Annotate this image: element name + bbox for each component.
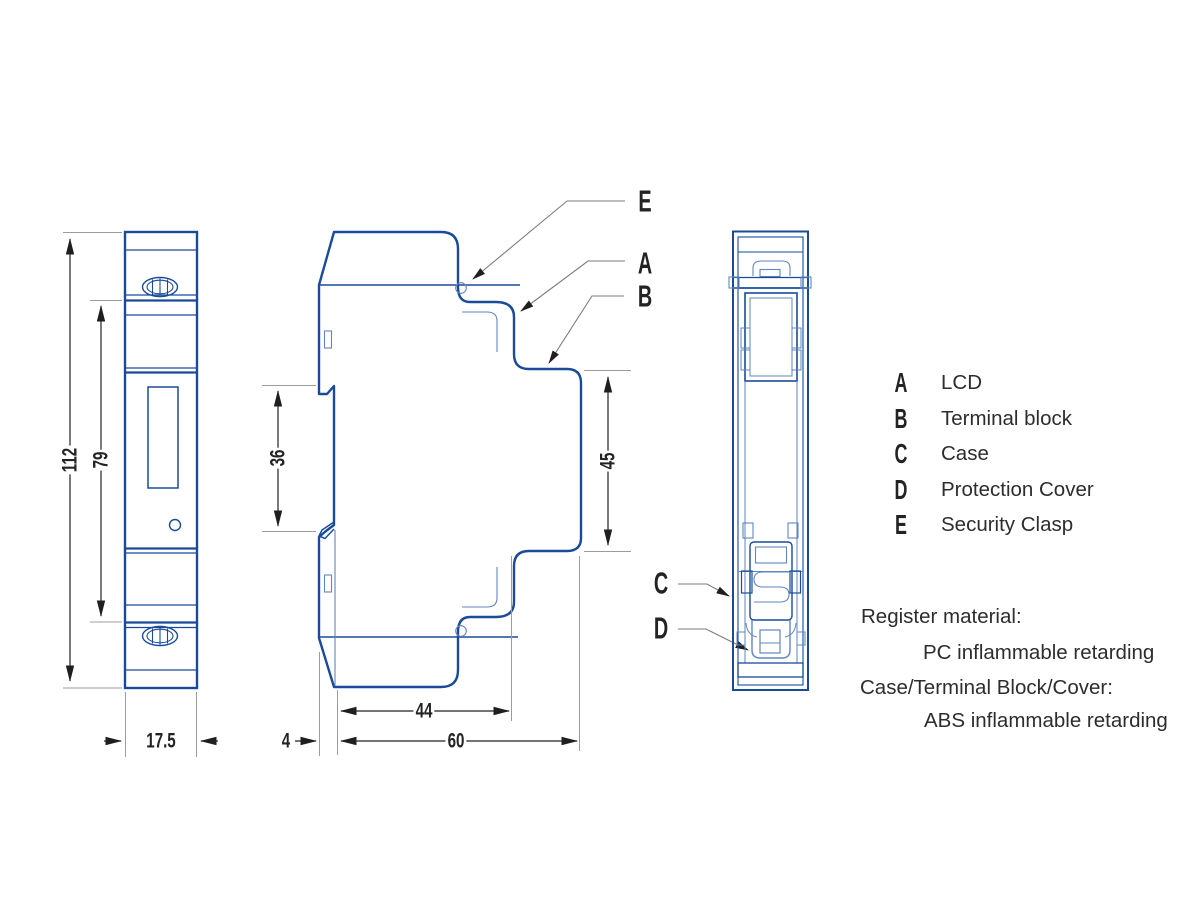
dim-112: 112	[59, 446, 82, 475]
legend-key-a: A	[894, 367, 908, 398]
front-section-lines-thin	[125, 250, 197, 670]
back-top-tab-cap	[760, 270, 780, 277]
side-parting-lines	[319, 285, 520, 637]
back-clip-slot	[756, 547, 787, 563]
material-line-1: Register material:	[861, 604, 1022, 628]
bottom-clasp	[143, 627, 178, 646]
leader-e	[473, 201, 625, 279]
dim-45: 45	[597, 450, 620, 471]
front-section-lines-thick	[125, 301, 197, 623]
back-top-tab	[753, 261, 790, 276]
legend-key-d: D	[894, 473, 908, 505]
leader-c	[678, 584, 729, 596]
legend-label-c: Case	[941, 441, 989, 465]
front-view	[125, 232, 197, 688]
side-inner-step-lines	[462, 312, 497, 607]
dim-36: 36	[267, 447, 290, 468]
legend-label-e: Security Clasp	[941, 512, 1074, 536]
back-view	[729, 232, 811, 691]
front-button	[170, 520, 181, 531]
rail-slot-tab-top	[325, 331, 332, 348]
back-window	[745, 293, 797, 381]
dim-60: 60	[445, 730, 466, 753]
back-inner-outline	[738, 237, 803, 685]
lcd-window	[148, 387, 178, 488]
front-dimensions	[63, 233, 218, 758]
legend-label-d: Protection Cover	[941, 477, 1094, 501]
back-cover-latch	[760, 630, 780, 653]
back-cover-lug-right	[797, 632, 805, 645]
side-outline	[319, 232, 581, 687]
dim-17-5: 17.5	[144, 730, 178, 753]
back-clip-panel	[750, 542, 792, 620]
rail-slot-tab-bottom	[325, 575, 332, 592]
callout-e: E	[638, 183, 652, 219]
leader-b	[549, 296, 624, 363]
callout-a: A	[637, 245, 653, 281]
dim-79: 79	[90, 449, 113, 470]
side-extension-lines	[262, 371, 631, 757]
dim-44: 44	[413, 700, 434, 723]
back-window-inner	[750, 298, 792, 376]
callout-b: B	[637, 278, 653, 314]
material-line-3: Case/Terminal Block/Cover:	[860, 675, 1113, 699]
back-cover-shell	[752, 620, 790, 658]
dim-4: 4	[280, 730, 293, 753]
leader-a	[521, 261, 625, 311]
material-line-2: PC inflammable retarding	[923, 640, 1155, 664]
legend-key-b: B	[894, 402, 908, 434]
front-extension-lines	[63, 233, 197, 758]
side-dimensions	[262, 371, 631, 757]
legend-key-e: E	[895, 509, 907, 540]
back-bottom-block	[738, 663, 803, 677]
legend-label-b: Terminal block	[941, 406, 1073, 430]
side-view	[319, 232, 581, 687]
callout-c: C	[653, 565, 669, 601]
callout-d: D	[653, 610, 669, 646]
material-line-4: ABS inflammable retarding	[924, 708, 1168, 732]
legend-label-a: LCD	[941, 370, 983, 394]
top-clasp	[143, 278, 178, 297]
legend-key-c: C	[894, 438, 908, 469]
back-s-spring	[754, 572, 789, 602]
